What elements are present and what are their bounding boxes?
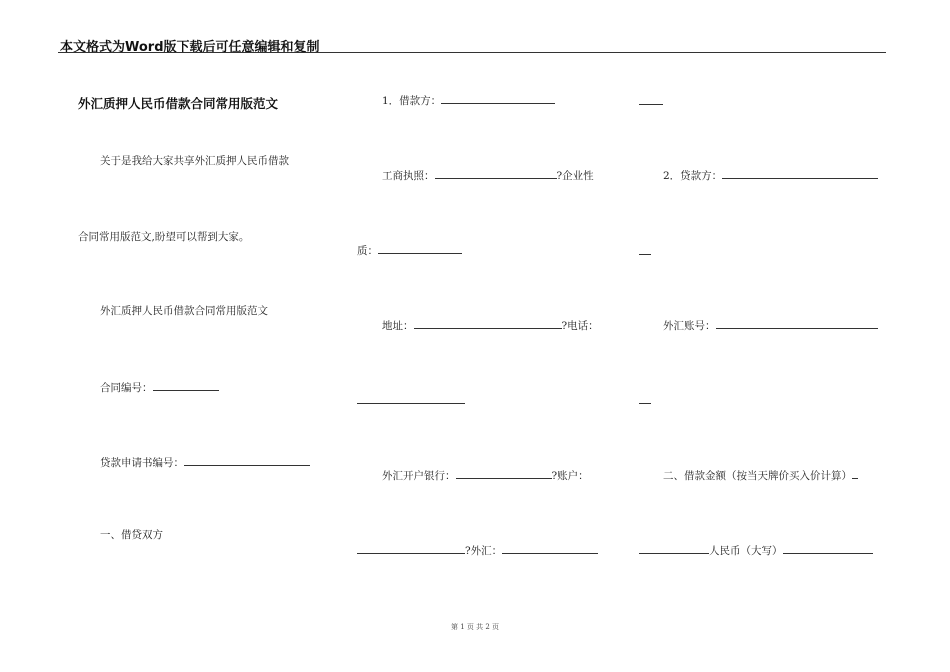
fx-label: ?外汇： [465,545,503,557]
borrower-row [382,93,555,108]
fx-account-row [663,318,878,333]
section-1-heading: 一、借贷双方 [100,529,163,541]
contract-number-blank [153,380,219,391]
fx-bank-row [382,468,589,483]
fx-row [357,543,598,558]
intro-line-2: 合同常用版范文,盼望可以帮到大家。 [78,231,250,243]
lender-blank [722,168,878,179]
fx-blank [502,543,598,554]
address-row [382,318,599,333]
nature-tail-line [639,254,651,255]
loan-application-row [100,455,310,470]
phone-tail-line [639,403,651,404]
business-license-row [382,168,594,183]
document-header: 本文格式为Word版下载后可任意编辑和复制 [60,40,320,55]
loan-application-blank [184,455,310,466]
fx-account-blank [716,318,878,329]
nature-row [357,243,462,258]
address-label: 地址： [382,320,414,332]
sub-title: 外汇质押人民币借款合同常用版范文 [100,305,268,317]
contract-number-row [100,380,219,395]
account-blank [357,543,465,554]
enterprise-nature-label: ?企业性 [556,170,594,182]
intro-line-1: 关于是我给大家共享外汇质押人民币借款 [100,155,289,167]
section-2-row [663,468,858,483]
nature-label: 质： [357,245,378,257]
document-title: 外汇质押人民币借款合同常用版范文 [78,96,279,111]
header-divider [58,52,886,53]
borrower-tail-line [639,104,663,105]
lender-row [663,168,878,183]
amount-blank [639,543,709,554]
fx-account-label: 外汇账号： [663,320,716,332]
lender-label: 2．贷款方： [663,170,723,182]
nature-blank [378,243,462,254]
phone-blank-line [357,403,465,404]
loan-application-label: 贷款申请书编号： [100,457,184,469]
account-label: ?账户： [551,470,589,482]
borrower-label: 1．借款方： [382,95,442,107]
rmb-row [639,543,873,558]
business-license-blank [435,168,557,179]
fx-bank-label: 外汇开户银行： [382,470,456,482]
rmb-upper-label: 人民币（大写） [709,545,783,557]
contract-number-label: 合同编号： [100,382,153,394]
page-footer: 第 1 页 共 2 页 [450,623,500,631]
phone-label: ?电话： [561,320,599,332]
fx-bank-blank [456,468,552,479]
section-2-heading: 二、借款金额（按当天牌价买入价计算） [663,470,852,482]
section-2-blank [852,468,858,479]
address-blank [414,318,562,329]
business-license-label: 工商执照： [382,170,435,182]
rmb-upper-blank [783,543,873,554]
borrower-blank [441,93,555,104]
